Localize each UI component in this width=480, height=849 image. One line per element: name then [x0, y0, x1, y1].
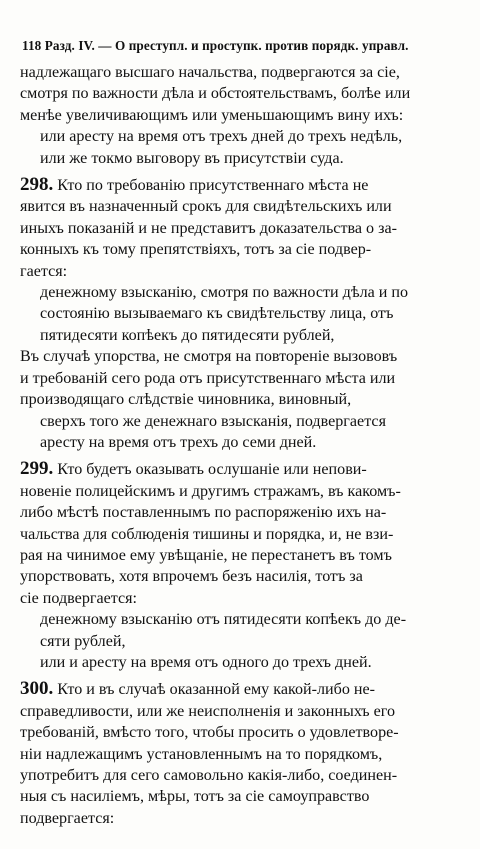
line-text: денежному взысканію, смотря по важности дѣла и по: [40, 284, 409, 302]
line-text: явится въ назначенный срокъ для свидѣтельскихъ или: [20, 198, 392, 216]
text-line: [20, 282, 468, 303]
line-text: надлежащаго высшаго начальства, подвергаются за сіе,: [20, 64, 400, 81]
text-line: [20, 105, 468, 126]
text-line: [20, 389, 468, 410]
line-text: требованій, вмѣсто того, чтобы просить о удовлетворе-: [20, 724, 399, 742]
text-line: [20, 346, 468, 367]
text-line: [20, 545, 468, 566]
line-text: и требованій сего рода отъ присутственнаго мѣста или: [20, 369, 396, 387]
article-number: 298.: [20, 174, 54, 196]
line-text: рая на чинимое ему увѣщаніе, не перестанетъ въ томъ: [20, 546, 392, 564]
text-line: [20, 652, 468, 673]
line-text: сверхъ того же денежнаго взысканія, подвергается: [40, 412, 386, 430]
line-text: Кто будетъ оказывать ослушаніе или непови-: [53, 461, 367, 479]
line-text: Въ случаѣ упорства, не смотря на повтореніе вызововъ: [20, 348, 398, 366]
line-text: смотря по важности дѣла и обстоятельствамъ, болѣе или: [20, 85, 411, 103]
line-text: гается:: [20, 262, 68, 280]
text-line: [20, 481, 468, 502]
text-line: [20, 765, 468, 786]
text-line: [20, 566, 468, 587]
text-line: [20, 432, 468, 453]
line-text: чальства для соблюденія тишины и порядка, и, не взи-: [20, 525, 394, 543]
line-text: аресту на время отъ трехъ до семи дней.: [40, 433, 317, 451]
text-line: [20, 722, 468, 743]
running-header: 118 Разд. IV. — О преступл. и проступк. против порядк. управл.: [22, 38, 409, 53]
article-first-line: [20, 678, 468, 700]
line-text: пятидесяти копѣекъ до пятидесяти рублей,: [40, 326, 335, 344]
text-line: [20, 218, 468, 239]
line-text: конныхъ къ тому препятствіяхъ, тотъ за сіе подвер-: [20, 241, 372, 259]
line-text: ніи надлежащимъ установленнымъ на то порядкомъ,: [20, 745, 383, 763]
line-text: справедливости, или же неисполненія и законныхъ его: [20, 702, 395, 720]
text-line: [20, 261, 468, 282]
line-text: новеніе полицейскимъ и другимъ стражамъ, въ какомъ-: [20, 482, 401, 500]
line-text: менѣе увеличивающимъ или уменьшающимъ вину ихъ:: [20, 106, 404, 124]
text-line: [20, 62, 468, 83]
line-text: иныхъ показаній и не представитъ доказательства о за-: [20, 219, 397, 237]
line-text: употребитъ для сего самовольно какія-либо, соединен-: [20, 767, 398, 784]
text-line: [20, 83, 468, 104]
line-text: или и аресту на время отъ одного до трехъ дней.: [40, 653, 372, 671]
article-number: 300.: [20, 678, 54, 700]
line-text: Кто и въ случаѣ оказанной ему какой-либо не-: [53, 681, 376, 699]
text-line: [20, 502, 468, 523]
text-line: [20, 239, 468, 260]
article-first-line: [20, 174, 468, 196]
line-text: упорствовать, хотя впрочемъ безъ насилія, тотъ за: [20, 568, 363, 586]
text-line: [20, 609, 468, 630]
line-text: сіе подвергается:: [20, 589, 137, 607]
text-line: [20, 148, 468, 169]
text-line: [20, 588, 468, 609]
text-line: [20, 411, 468, 432]
article-first-line: [20, 458, 468, 480]
line-text: или аресту на время отъ трехъ дней до трехъ недѣль,: [40, 128, 403, 146]
line-text: ныя съ насиліемъ, мѣры, тотъ за сіе самоуправство: [20, 788, 370, 806]
text-line: [20, 524, 468, 545]
line-text: денежному взысканію отъ пятидесяти копѣекъ до де-: [40, 611, 407, 629]
line-text: или же токмо выговору въ присутствіи суда.: [40, 149, 344, 167]
page-body: [20, 62, 468, 829]
line-text: состоянію вызываемаго къ свидѣтельству лица, отъ: [40, 305, 394, 323]
line-text: сяти рублей,: [40, 632, 126, 650]
text-line: [20, 325, 468, 346]
text-line: [20, 196, 468, 217]
text-line: [20, 701, 468, 722]
text-line: [20, 744, 468, 765]
line-text: либо мѣстѣ поставленнымъ по распоряженію ихъ на-: [20, 504, 387, 522]
text-line: [20, 368, 468, 389]
text-line: [20, 786, 468, 807]
line-text: Кто по требованію присутственнаго мѣста не: [53, 177, 369, 195]
line-text: подвергается:: [20, 809, 115, 827]
text-line: [20, 631, 468, 652]
article-number: 299.: [20, 458, 54, 480]
line-text: производящаго слѣдствіе чиновника, виновный,: [20, 391, 352, 409]
text-line: [20, 808, 468, 829]
text-line: [20, 303, 468, 324]
text-line: [20, 126, 468, 147]
